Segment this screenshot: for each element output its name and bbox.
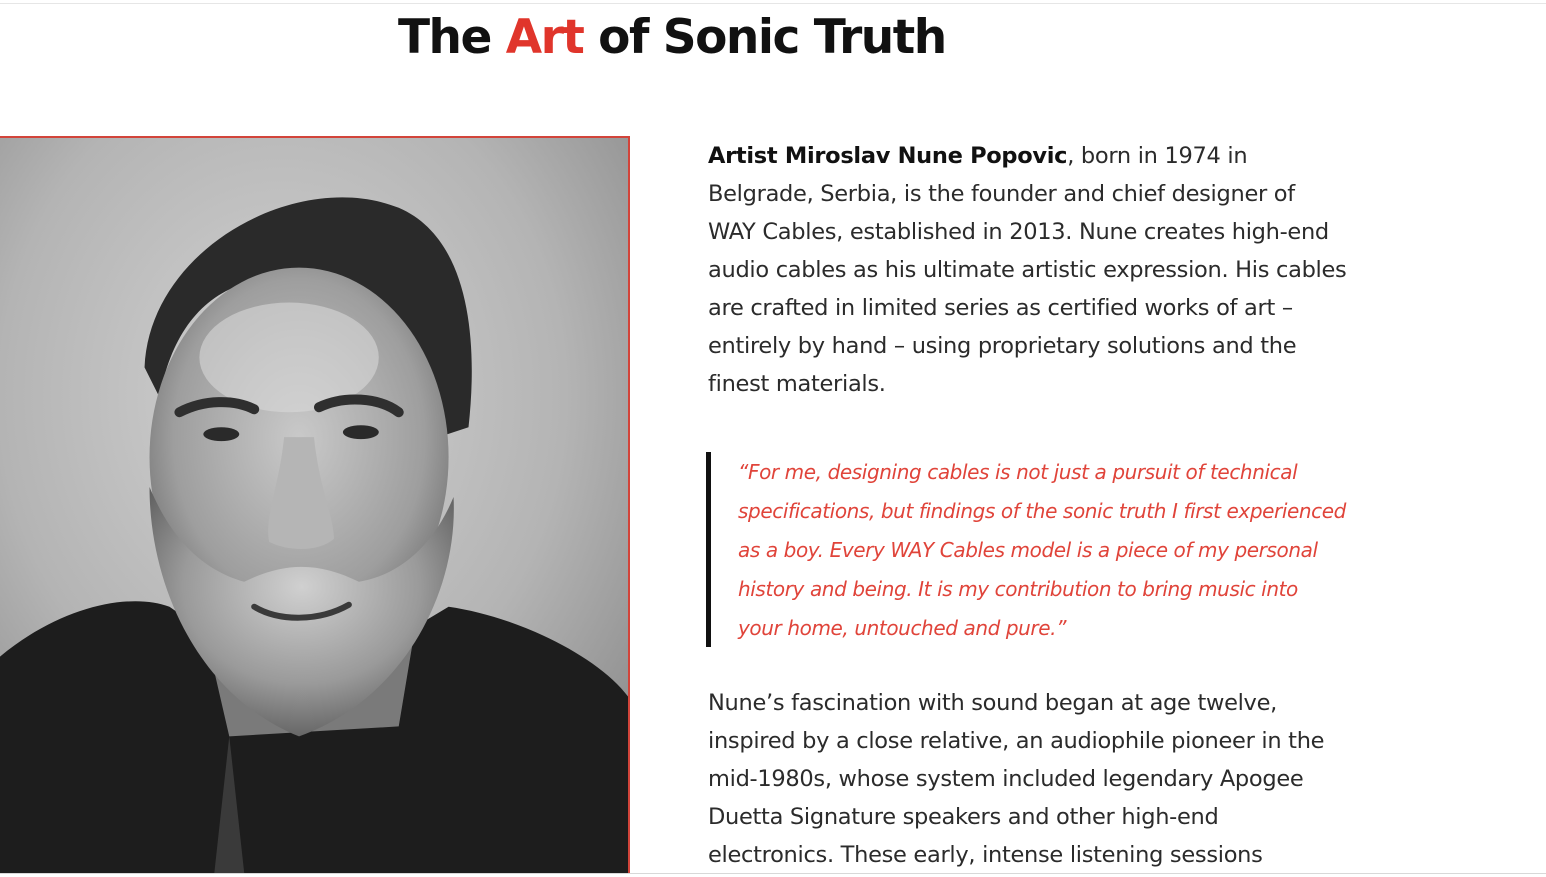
quote-text: “For me, designing cables is not just a pursuit of technical specifications, but findings of the sonic truth I first experienced as a boy. Every WAY Cables model is a piece of my personal history and being. It is my contribution to bring music into your home, untouched and pure.” bbox=[738, 460, 1346, 640]
artist-name: Artist Miroslav Nune Popovic bbox=[708, 143, 1068, 169]
title-accent: Art bbox=[505, 10, 584, 65]
title-post: of Sonic Truth bbox=[583, 10, 946, 65]
artist-portrait bbox=[0, 136, 630, 873]
page-title bbox=[398, 8, 946, 68]
bottom-divider bbox=[0, 873, 1546, 874]
title-pre: The bbox=[398, 10, 506, 65]
artist-quote bbox=[706, 452, 1346, 647]
portrait-image bbox=[0, 138, 628, 873]
bio-intro: , born in 1974 in Belgrade, Serbia, is the founder and chief designer of WAY Cables, established in 2013. Nune creates high-end audio cables as his ultimate artistic expression. His cables are crafted in limited series as certified works of art – entirely by hand – using proprietary solutions and the finest materials. bbox=[708, 143, 1347, 397]
artist-bio bbox=[708, 137, 1348, 403]
top-divider bbox=[0, 3, 1546, 4]
artist-history: Nune’s fascination with sound began at age twelve, inspired by a close relative, an audiophile pioneer in the mid-1980s, whose system included legendary Apogee Duetta Signature speakers and other high-end electronics. These early, intense listening sessions bbox=[708, 690, 1325, 868]
